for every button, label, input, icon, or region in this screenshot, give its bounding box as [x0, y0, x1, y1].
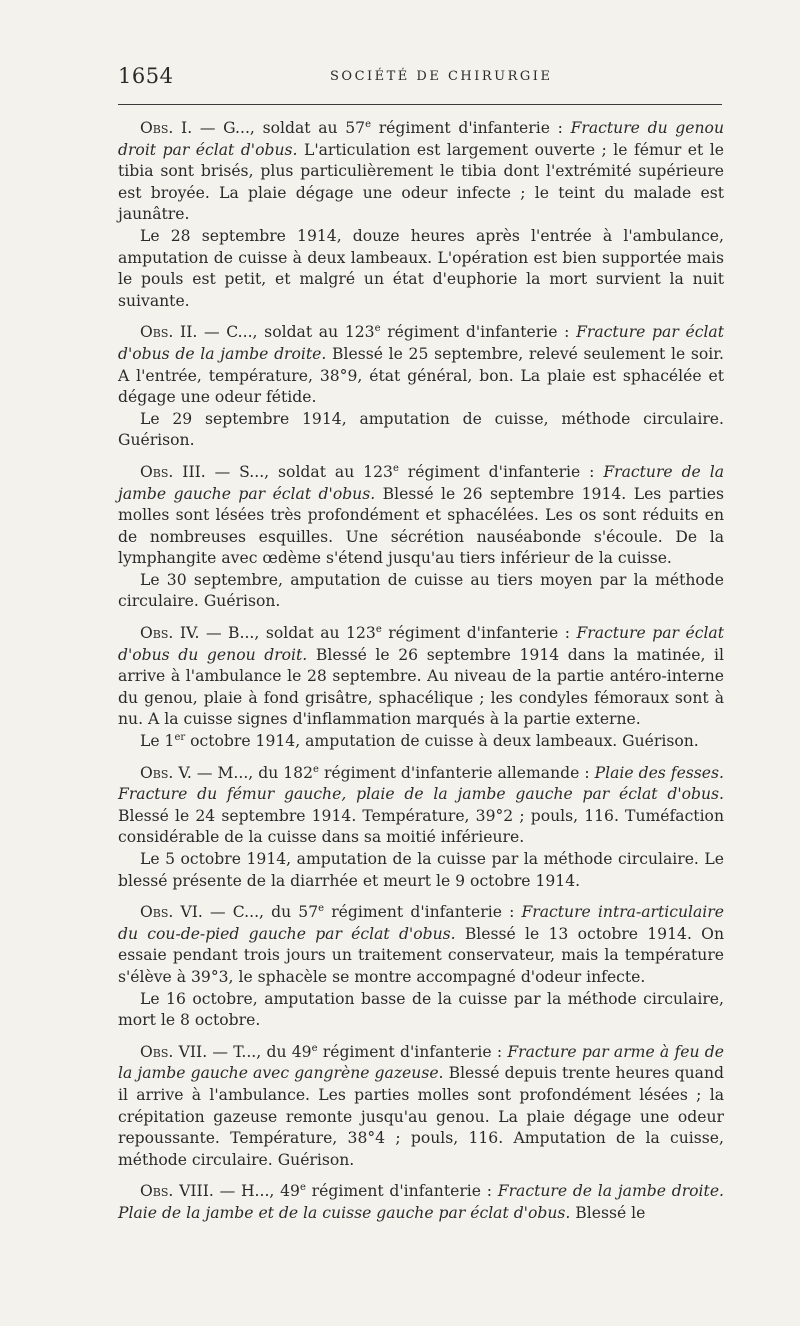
observation-4-outcome: Le 1er octobre 1914, amputation de cuisse à deux lambeaux. Guérison.: [140, 731, 699, 751]
header-rule: [118, 104, 722, 105]
observation-5-outcome: Le 5 octobre 1914, amputation de la cuisse par la méthode circulaire. Le blessé présente de la diarrhée et meurt le 9 octobre 1914.: [118, 850, 724, 890]
observation-7: Obs. VII. — T..., du 49e régiment d'infanterie : Fracture par arme à feu de la jambe gauche avec gangrène gazeuse. Blessé depuis trente heures quand il arrive à l'ambulance. Les parties molles sont profondément lésées ; la crépitation gazeuse remonte jusqu'au genou. La plaie dégage une odeur repoussante. Température, 38°4 ; pouls, 116. Amputation de la cuisse, méthode circulaire. Guérison.: [118, 1042, 724, 1169]
obs-label: Obs. II.: [140, 323, 198, 342]
observation-3: Obs. III. — S..., soldat au 123e régiment d'infanterie : Fracture de la jambe gauche par éclat d'obus. Blessé le 26 septembre 1914. Les parties molles sont lésées très profondément et sphacélées. Les os sont réduits en de nombreuses esquilles. Une sécrétion nauséabonde s'écoule. De la lymphangite avec œdème s'étend jusqu'au tiers inférieur de la cuisse.: [118, 462, 724, 568]
obs-title: Fracture par éclat d'obus de la jambe droite.: [118, 323, 724, 363]
observation-3-outcome: Le 30 septembre, amputation de cuisse au tiers moyen par la méthode circulaire. Guérison.: [118, 570, 724, 611]
page-header: [118, 64, 722, 94]
obs-title: Fracture du genou droit par éclat d'obus.: [118, 119, 724, 159]
obs-label: Obs. III.: [140, 462, 206, 481]
observation-6-outcome: Le 16 octobre, amputation basse de la cuisse par la méthode circulaire, mort le 8 octobre.: [118, 989, 724, 1030]
observation-1: Obs. I. — G..., soldat au 57e régiment d'infanterie : Fracture du genou droit par éclat d'obus. L'articulation est largement ouverte ; le fémur et le tibia sont brisés, plus particulièrement le tibia dont l'extrémité supérieure est broyée. La plaie dégage une odeur infecte ; le teint du malade est jaunâtre.: [118, 118, 724, 224]
observation-6: Obs. VI. — C..., du 57e régiment d'infanterie : Fracture intra-articulaire du cou-de-pied gauche par éclat d'obus. Blessé le 13 octobre 1914. On essaie pendant trois jours un traitement conservateur, mais la température s'élève à 39°3, le sphacèle se montre accompagné d'odeur infecte.: [118, 903, 724, 986]
observation-2: Obs. II. — C..., soldat au 123e régiment d'infanterie : Fracture par éclat d'obus de la jambe droite. Blessé le 25 septembre, relevé seulement le soir. A l'entrée, température, 38°9, état général, bon. La plaie est sphacélée et dégage une odeur fétide.: [118, 323, 724, 407]
obs-label: Obs. VIII.: [140, 1182, 214, 1201]
obs-label: Obs. V.: [140, 763, 192, 782]
observation-2-outcome: Le 29 septembre 1914, amputation de cuisse, méthode circulaire. Guérison.: [118, 409, 724, 450]
observation-8: Obs. VIII. — H..., 49e régiment d'infanterie : Fracture de la jambe droite. Plaie de la jambe et de la cuisse gauche par éclat d'obus. Blessé le: [118, 1182, 725, 1222]
obs-title: Fracture par arme à feu de la jambe gauche avec gangrène gazeuse.: [118, 1042, 724, 1083]
obs-label: Obs. I.: [140, 119, 193, 137]
observation-1-outcome: Le 28 septembre 1914, douze heures après l'entrée à l'ambulance, amputation de cuisse à deux lambeaux. L'opération est bien supportée mais le pouls est petit, et malgré un état d'euphorie la mort survient la nuit suivante.: [118, 226, 724, 310]
obs-title: Fracture intra-articulaire du cou-de-pied gauche par éclat d'obus.: [118, 903, 724, 943]
obs-title: Plaie des fesses. Fracture du fémur gauche, plaie de la jambe gauche par éclat d'obus.: [118, 763, 724, 804]
obs-title: Fracture de la jambe droite. Plaie de la jambe et de la cuisse gauche par éclat d'obus.: [118, 1182, 725, 1222]
obs-label: Obs. VII.: [140, 1042, 208, 1061]
page-body: [118, 118, 724, 1225]
obs-title: Fracture par éclat d'obus du genou droit.: [118, 624, 724, 664]
page-number: 1654: [118, 64, 174, 88]
obs-title: Fracture de la jambe gauche par éclat d'obus.: [118, 462, 724, 503]
running-title: SOCIÉTÉ DE CHIRURGIE: [330, 69, 553, 84]
observation-5: Obs. V. — M..., du 182e régiment d'infanterie allemande : Plaie des fesses. Fracture du fémur gauche, plaie de la jambe gauche par éclat d'obus. Blessé le 24 septembre 1914. Température, 39°2 ; pouls, 116. Tuméfaction considérable de la cuisse dans sa moitié inférieure.: [118, 763, 724, 847]
obs-label: Obs. IV.: [140, 624, 200, 643]
observation-4: Obs. IV. — B..., soldat au 123e régiment d'infanterie : Fracture par éclat d'obus du genou droit. Blessé le 26 septembre 1914 dans la matinée, il arrive à l'ambulance le 28 septembre. Au niveau de la partie antéro-interne du genou, plaie à fond grisâtre, sphacélique ; les condyles fémoraux sont à nu. A la cuisse signes d'inflammation marqués à la partie externe.: [118, 623, 724, 729]
obs-label: Obs. VI.: [140, 903, 203, 922]
